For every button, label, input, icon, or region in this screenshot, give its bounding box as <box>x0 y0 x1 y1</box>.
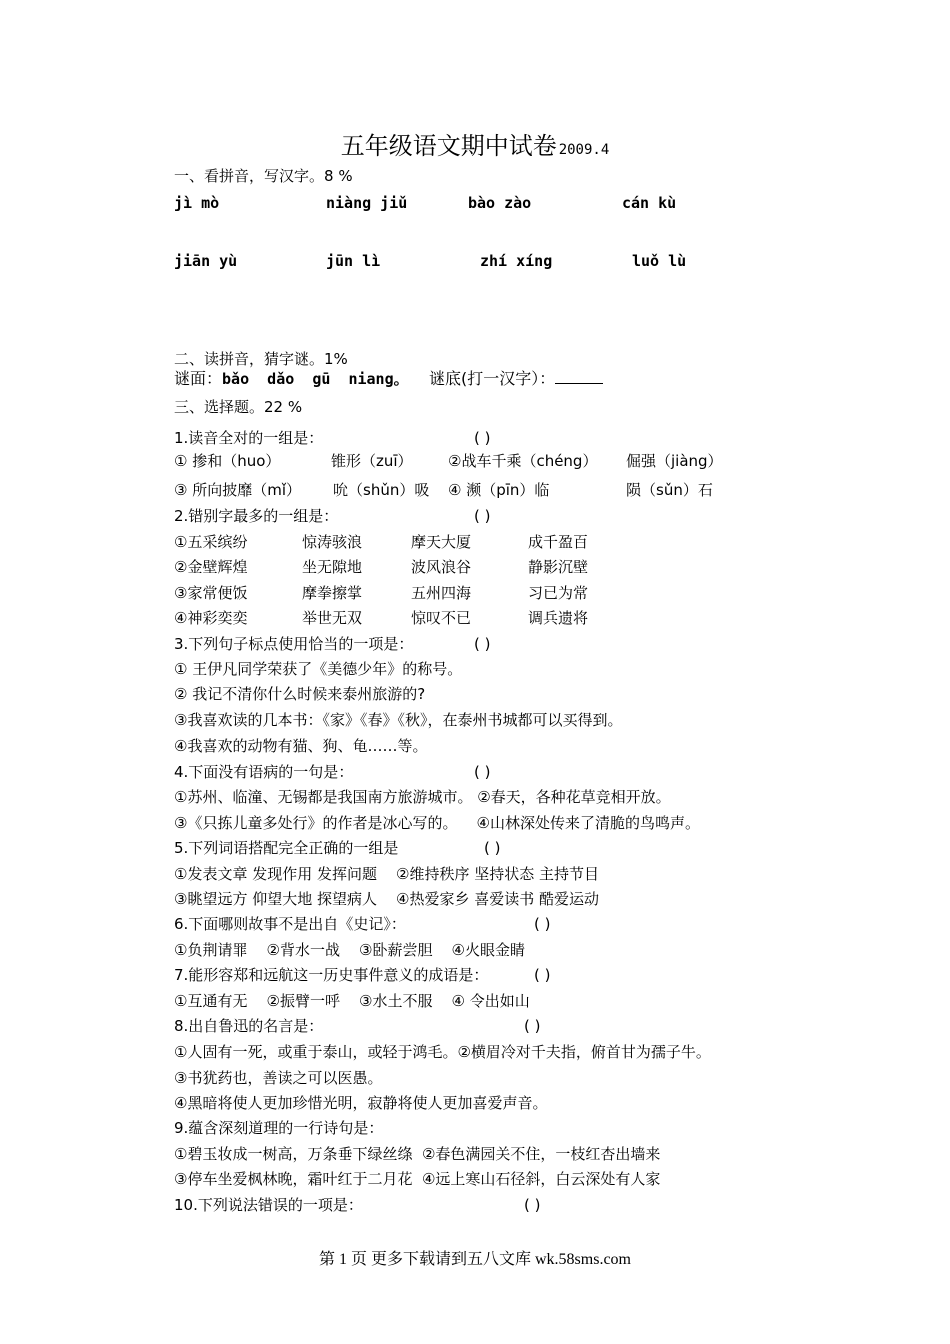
option-text: 坐无隙地 <box>302 558 363 576</box>
option-text: ③家常便饭 <box>174 584 248 602</box>
option-text: ④ 濒（pīn）临 <box>448 481 550 499</box>
answer-paren[interactable]: ( ) <box>474 429 491 447</box>
option-text: 习已为常 <box>528 584 589 602</box>
option-text: 调兵遗将 <box>528 609 589 627</box>
option-text: ③书犹药也，善读之可以医愚。 <box>174 1069 383 1087</box>
pinyin-item: zhí xíng <box>480 252 553 270</box>
question-stem: 3.下列句子标点使用恰当的一项是： <box>174 635 414 653</box>
answer-paren[interactable]: ( ) <box>534 966 551 984</box>
riddle-answer-label: 谜底(打一汉字）： <box>428 369 556 388</box>
option-text: ③ 所向披靡（mǐ） <box>174 481 301 499</box>
page-title <box>0 126 950 161</box>
pinyin-item: jūn lì <box>326 252 381 270</box>
option-text: ①互通有无 ②振臂一呼 ③水土不服 ④ 令出如山 <box>174 992 530 1010</box>
option-text: ①碧玉妆成一树高，万条垂下绿丝绦 ②春色满园关不住，一枝红杏出墙来 <box>174 1145 661 1163</box>
option-text: ①发表文章 发现作用 发挥问题 ②维持秩序 坚持状态 主持节目 <box>174 865 600 883</box>
answer-paren[interactable]: ( ) <box>474 763 491 781</box>
pinyin-item: jiān yù <box>174 252 238 270</box>
option-text: 惊涛骇浪 <box>302 533 363 551</box>
option-text: ② 我记不清你什么时候来泰州旅游的? <box>174 685 426 703</box>
option-text: 陨（sǔn）石 <box>626 481 713 499</box>
option-text: ①五采缤纷 <box>174 533 248 551</box>
pinyin-item: niàng jiǔ <box>326 194 408 212</box>
pinyin-item: jì mò <box>174 194 220 212</box>
option-text: ③《只拣儿童多处行》的作者是冰心写的。 ④山林深处传来了清脆的鸟鸣声。 <box>174 814 700 832</box>
option-text: ③眺望远方 仰望大地 探望病人 ④热爱家乡 喜爱读书 酷爱运动 <box>174 890 600 908</box>
answer-paren[interactable]: ( ) <box>474 507 491 525</box>
option-text: ④神彩奕奕 <box>174 609 248 627</box>
section1-heading: 一、看拼音，写汉字。8 % <box>174 167 353 185</box>
title-main: 五年级语文期中试卷 <box>340 132 557 160</box>
option-text: 吮（shǔn）吸 <box>333 481 430 499</box>
option-text: ③我喜欢读的几本书：《家》《春》《秋》，在泰州书城都可以买得到。 <box>174 711 623 729</box>
riddle-line <box>174 369 603 389</box>
option-text: ①人固有一死，或重于泰山，或轻于鸿毛。②横眉冷对千夫指，俯首甘为孺子牛。 <box>174 1043 711 1061</box>
option-text: ①负荆请罪 ②背水一战 ③卧薪尝胆 ④火眼金睛 <box>174 941 526 959</box>
answer-paren[interactable]: ( ) <box>524 1196 541 1214</box>
page-footer: 第 1 页 更多下载请到五八文库 wk.58sms.com <box>318 1251 631 1268</box>
question-stem: 8.出自鲁迅的名言是： <box>174 1017 324 1035</box>
option-text: ④黑暗将使人更加珍惜光明，寂静将使人更加喜爱声音。 <box>174 1094 548 1112</box>
pinyin-item: bào zào <box>468 194 532 212</box>
answer-paren[interactable]: ( ) <box>474 635 491 653</box>
option-text: 倔强（jiàng） <box>626 452 723 470</box>
option-text: ①苏州、临潼、无锡都是我国南方旅游城市。 ②春天，各种花草竞相开放。 <box>174 788 671 806</box>
option-text: 摩天大厦 <box>411 533 472 551</box>
question-stem: 2.错别字最多的一组是： <box>174 507 339 525</box>
answer-paren[interactable]: ( ) <box>534 915 551 933</box>
question-stem: 7.能形容郑和远航这一历史事件意义的成语是： <box>174 966 489 984</box>
section2-heading: 二、读拼音，猜字谜。1% <box>174 350 348 368</box>
answer-paren[interactable]: ( ) <box>524 1017 541 1035</box>
question-stem: 10.下列说法错误的一项是： <box>174 1196 363 1214</box>
option-text: 波风浪谷 <box>411 558 472 576</box>
option-text: ① 掺和（huo） <box>174 452 281 470</box>
pinyin-item: luǒ lù <box>632 252 687 270</box>
riddle-label: 谜面： <box>174 369 223 388</box>
option-text: ②战车千乘（chéng） <box>448 452 598 470</box>
option-text: 五州四海 <box>411 584 472 602</box>
pinyin-item: cán kù <box>622 194 677 212</box>
option-text: 摩拳擦掌 <box>302 584 363 602</box>
title-year: 2009.4 <box>558 142 610 158</box>
option-text: 举世无双 <box>302 609 363 627</box>
option-text: 成千盈百 <box>528 533 589 551</box>
option-text: ① 王伊凡同学荣获了《美德少年》的称号。 <box>174 660 463 678</box>
question-stem: 5.下列词语搭配完全正确的一组是 <box>174 839 399 857</box>
question-stem: 4.下面没有语病的一句是： <box>174 763 354 781</box>
option-text: ②金壁辉煌 <box>174 558 248 576</box>
question-stem: 9.蕴含深刻道理的一行诗句是： <box>174 1119 384 1137</box>
section3-heading: 三、选择题。22 % <box>174 398 303 416</box>
riddle-pinyin: bǎo dǎo gū niang。 <box>222 370 409 388</box>
question-stem: 1.读音全对的一组是： <box>174 429 324 447</box>
riddle-answer-blank[interactable] <box>555 369 603 384</box>
option-text: ③停车坐爱枫林晚，霜叶红于二月花 ④远上寒山石径斜，白云深处有人家 <box>174 1170 661 1188</box>
option-text: 静影沉壁 <box>528 558 589 576</box>
option-text: ④我喜欢的动物有猫、狗、龟……等。 <box>174 737 428 755</box>
answer-paren[interactable]: ( ) <box>484 839 501 857</box>
question-stem: 6.下面哪则故事不是出自《史记》： <box>174 915 406 933</box>
option-text: 惊叹不已 <box>411 609 472 627</box>
option-text: 锥形（zuī） <box>331 452 413 470</box>
